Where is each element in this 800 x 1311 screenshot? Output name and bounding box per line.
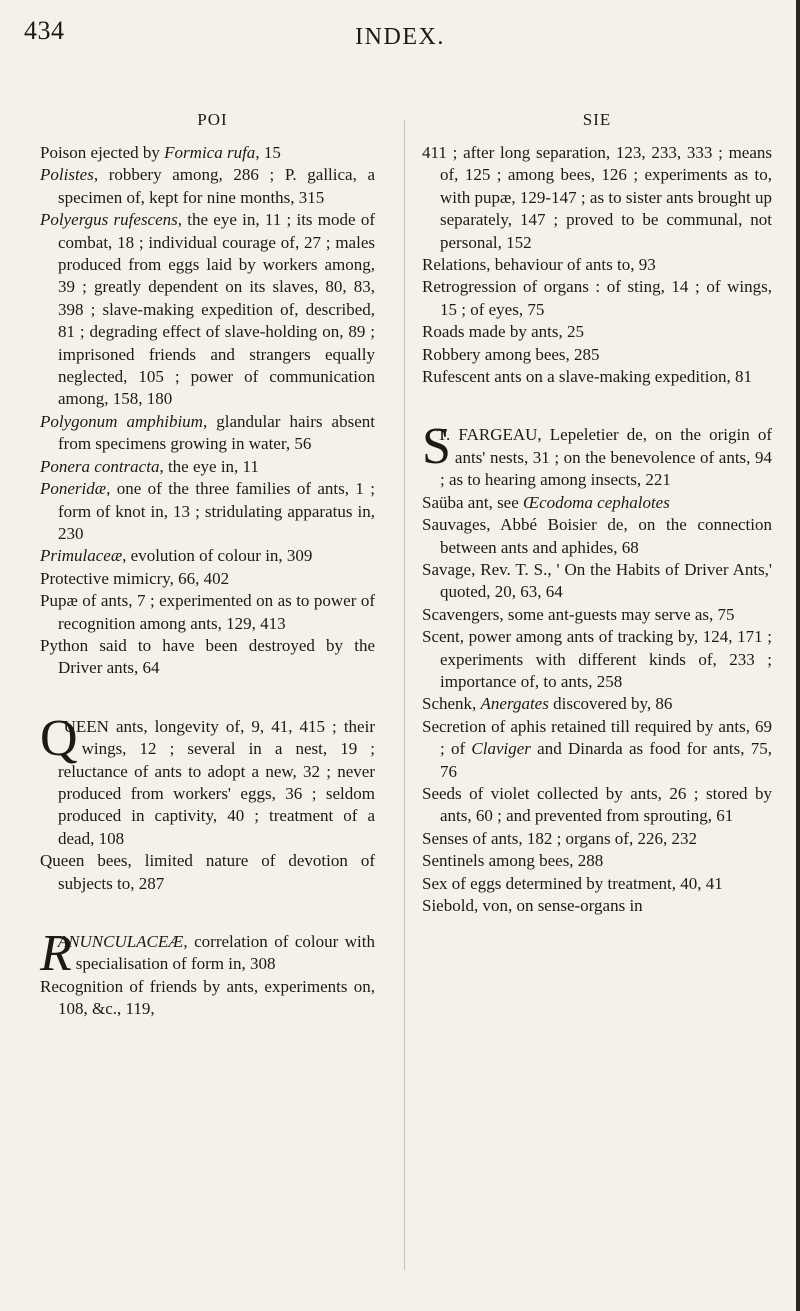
index-entry bbox=[422, 366, 772, 388]
left-entries-q bbox=[40, 850, 375, 895]
index-entry bbox=[40, 590, 375, 635]
entry-rest: , robbery among, 286 ; P. gallica, a specimen of, kept for nine months, 315 bbox=[58, 165, 375, 207]
index-entry bbox=[422, 254, 772, 276]
entry-lead: Poison ejected by bbox=[40, 143, 165, 162]
index-entry bbox=[422, 626, 772, 693]
entry-rest: and Dinarda as food for ants, 75, 76 bbox=[440, 739, 773, 781]
entry-italic: Primulaceæ bbox=[40, 546, 123, 566]
index-entry bbox=[422, 321, 772, 343]
drop-cap-r: R bbox=[40, 925, 72, 982]
index-entry bbox=[422, 276, 772, 321]
section-s-text: T. FARGEAU, Lepeletier de, on the origin of ants' nests, 31 ; on the benevolence of ants, 94 ; as to hearing among insects, 221 bbox=[436, 425, 772, 490]
entry-italic: Anergates bbox=[480, 694, 549, 714]
entry-rest: , 15 bbox=[255, 143, 281, 162]
entry-italic: Poneridæ bbox=[40, 479, 107, 499]
index-entry bbox=[40, 478, 375, 545]
entry-italic: Ponera contracta bbox=[40, 456, 160, 476]
entry-lead: Roads made by ants, 25 bbox=[422, 322, 584, 342]
entry-italic: Polyergus rufescens bbox=[40, 210, 178, 230]
left-entries-r bbox=[40, 976, 375, 1021]
index-entry bbox=[422, 142, 772, 254]
index-entry bbox=[40, 164, 375, 209]
entry-rest: , the eye in, 11 bbox=[159, 456, 259, 476]
section-q-text: UEEN ants, longevity of, 9, 41, 415 ; their wings, 12 ; several in a nest, 19 ; reluctance of ants to adopt a new, 32 ; never produced from workers' eggs, 36 ; seldom produced in captivity, 40 ; treatment of a dead, 108 bbox=[58, 716, 375, 848]
entry-lead: Queen bees, limited nature of devotion of subjects to, 287 bbox=[40, 851, 375, 893]
column-divider bbox=[404, 120, 405, 1270]
index-entry bbox=[40, 568, 375, 590]
entry-lead: Robbery among bees, 285 bbox=[422, 344, 600, 364]
index-entry bbox=[422, 514, 772, 559]
index-entry bbox=[422, 716, 772, 783]
entry-lead: Senses of ants, 182 ; organs of, 226, 232 bbox=[422, 828, 697, 848]
index-entry bbox=[40, 456, 375, 478]
entry-rest: , one of the three families of ants, 1 ; form of knot in, 13 ; stridulating apparatus in, 230 bbox=[58, 479, 375, 543]
entry-lead: Secretion of aphis retained till required by ants, 69 ; of bbox=[422, 716, 772, 759]
entry-lead: Python said to have been destroyed by the Driver ants, 64 bbox=[40, 635, 375, 678]
section-s bbox=[422, 418, 772, 491]
index-entry bbox=[422, 828, 772, 850]
index-entry bbox=[422, 783, 772, 828]
index-entry bbox=[40, 850, 375, 895]
index-entry bbox=[422, 344, 772, 366]
index-entry bbox=[422, 492, 772, 514]
entry-lead: Sauvages, Abbé Boisier de, on the connection between ants and aphides, 68 bbox=[422, 515, 772, 557]
index-entry bbox=[422, 873, 772, 895]
index-entry bbox=[422, 604, 772, 626]
entry-lead: Seeds of violet collected by ants, 26 ; stored by ants, 60 ; and prevented from sprouting, 61 bbox=[422, 783, 772, 826]
section-r-text: , correlation of colour with specialisation of form in, 308 bbox=[75, 932, 375, 974]
index-entry bbox=[40, 142, 375, 164]
index-entry bbox=[422, 559, 772, 604]
entry-lead: Protective mimicry, 66, 402 bbox=[40, 568, 230, 588]
entry-lead: Siebold, von, on sense-organs in bbox=[422, 896, 643, 915]
entry-italic: Polistes bbox=[40, 165, 94, 185]
index-entry bbox=[422, 850, 772, 872]
index-entry bbox=[40, 209, 375, 411]
entry-lead: Retrogression of organs : of sting, 14 ; of wings, 15 ; of eyes, 75 bbox=[422, 277, 772, 319]
entry-rest: , evolution of colour in, 309 bbox=[122, 546, 313, 566]
guide-word-left: POI bbox=[197, 110, 228, 129]
page-edge bbox=[796, 0, 800, 1311]
entry-italic: Formica rufa bbox=[164, 143, 256, 162]
entry-lead: Saüba ant, see bbox=[422, 492, 524, 512]
entry-lead: Relations, behaviour of ants to, 93 bbox=[422, 255, 656, 275]
drop-cap-q: Q bbox=[40, 709, 78, 767]
entry-rest: discovered by, 86 bbox=[548, 694, 673, 714]
entry-lead: Recognition of friends by ants, experiments on, 108, &c., 119, bbox=[40, 976, 375, 1019]
entry-italic: Claviger bbox=[471, 739, 531, 759]
drop-cap-s: S bbox=[422, 418, 451, 476]
index-entry bbox=[40, 545, 375, 567]
index-entry bbox=[40, 635, 375, 680]
section-q bbox=[40, 709, 375, 850]
index-entry bbox=[422, 693, 772, 715]
running-head: INDEX. bbox=[355, 24, 445, 50]
entry-lead: Scent, power among ants of tracking by, 124, 171 ; experiments with different kinds of, 233 ; importance of, to ants, 258 bbox=[422, 627, 772, 691]
section-r-italic: ANUNCULACEÆ bbox=[57, 932, 184, 951]
left-entries bbox=[40, 142, 375, 680]
entry-lead: Sex of eggs determined by treatment, 40, 41 bbox=[422, 873, 723, 893]
index-entry bbox=[40, 976, 375, 1021]
entry-italic: Polygonum amphibium bbox=[40, 411, 203, 431]
right-entries bbox=[422, 142, 772, 388]
right-column bbox=[422, 110, 772, 917]
entry-lead: Rufescent ants on a slave-making expedition, 81 bbox=[422, 367, 752, 387]
right-entries-s bbox=[422, 492, 772, 918]
index-entry bbox=[40, 411, 375, 456]
index-entry bbox=[422, 895, 772, 917]
entry-rest: , glandular hairs absent from specimens growing in water, 56 bbox=[58, 411, 375, 454]
left-column bbox=[40, 110, 375, 1021]
entry-italic: Œcodoma cephalotes bbox=[523, 492, 670, 512]
entry-lead: Scavengers, some ant-guests may serve as, 75 bbox=[422, 604, 735, 624]
entry-lead: Sentinels among bees, 288 bbox=[422, 851, 604, 871]
entry-lead: Savage, Rev. T. S., ' On the Habits of Driver Ants,' quoted, 20, 63, 64 bbox=[422, 559, 772, 602]
guide-word-right: SIE bbox=[582, 110, 612, 129]
entry-lead: Schenk, bbox=[422, 694, 481, 714]
section-r bbox=[40, 925, 375, 982]
page-number: 434 bbox=[24, 16, 65, 45]
entry-lead: Pupæ of ants, 7 ; experimented on as to power of recognition among ants, 129, 413 bbox=[40, 591, 375, 633]
entry-lead: 411 ; after long separation, 123, 233, 333 ; means of, 125 ; among bees, 126 ; experiments as to, with pupæ, 129-147 ; as to sister ants brought up separately, 147 ; proved to be communal, not personal, 152 bbox=[422, 143, 772, 252]
entry-rest: , the eye in, 11 ; its mode of combat, 18 ; individual courage of, 27 ; males produced from eggs laid by workers among, 39 ; greatly dependent on its slaves, 80, 83, 398 ; slave-making expedition of, described, 81 ; degrading effect of slave-holding on, 89 ; imprisoned friends and strangers equally neglected, 105 ; power of communication among, 158, 180 bbox=[58, 210, 375, 409]
